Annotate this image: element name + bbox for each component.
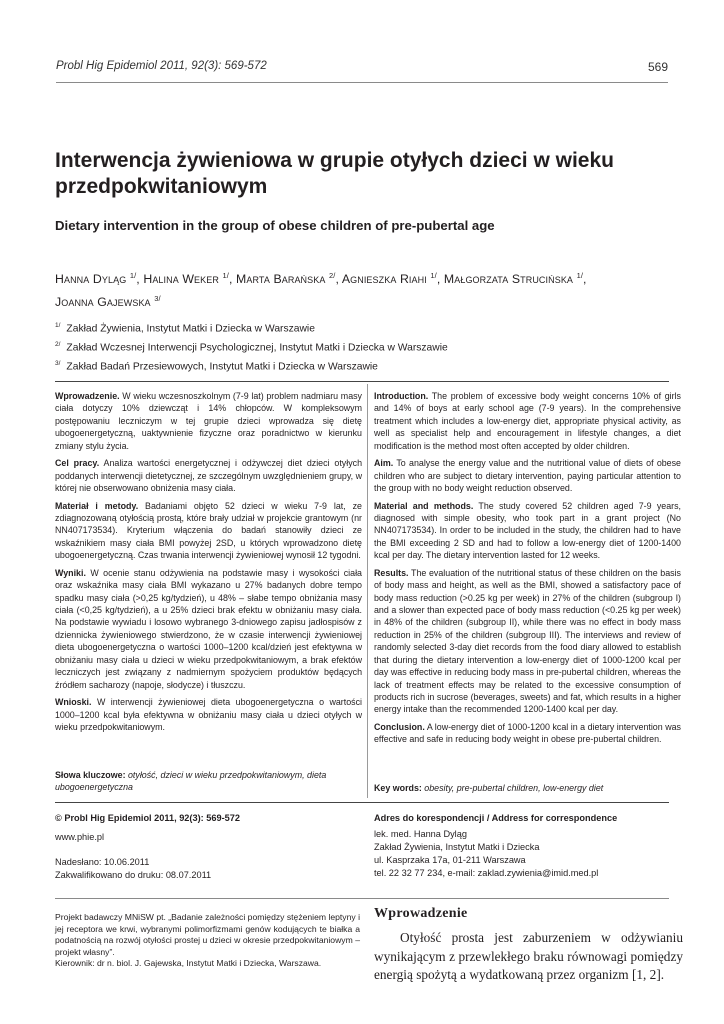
journal-citation: Probl Hig Epidemiol 2011, 92(3): 569-572 xyxy=(56,60,267,72)
article-title: Interwencja żywieniowa w grupie otyłych dzieci w wieku przedpokwitaniowym xyxy=(55,149,614,198)
abstract-section: Material and methods. The study covered 52 children aged 7-9 years, diagnosed with simple obesity, who took part in a grant project (No NN407173534). In order to be included in the study, the children had to have the BMI exceeding 2 SD and had to follow a low-energy diet of 1200-1400 kcal per day. The dietary intervention lasted for 12 weeks. xyxy=(374,500,681,561)
article-subtitle: Dietary intervention in the group of obese children of pre-pubertal age xyxy=(55,218,495,233)
abstract-section: Results. The evaluation of the nutritional status of these children on the basis of body mass and height, as well as the BMI, showed a satisfactory pace of body mass reduction (>0.25 kg per week) in 27% of the children (subgroup I) and a slower than expected pace of body mass reduction (<0.25 kg per week) in 48% of the children (subgroup II), while there was no effect in body mass reduction in 25% of the children (subgroup III). The interviews and review of randomly selected 3-day diet records from the food diary allowed to establish that during the dietary intervention a low-energy diet of 1000-1200 kcal per day was effective in reducing body mass in pre-pubertal children, whereas the lack of treatment effects may be related to the excessive consumption of products rich in sucrose (beverages, sweets) and fat, which results in a higher energy intake than the recommended 1200-1400 kcal per day. xyxy=(374,567,681,715)
correspondence-line: ul. Kasprzaka 17a, 01-211 Warszawa xyxy=(374,855,526,865)
abstract-section: Aim. To analyse the energy value and the nutritional value of diets of obese children who are subject to dietary intervention, paying particular attention to the group with no body weight reduction observed. xyxy=(374,458,681,494)
page-number: 569 xyxy=(647,60,668,74)
author: Małgorzata Strucińska $^{1/}$ xyxy=(443,271,584,287)
header-rule xyxy=(56,82,668,83)
abstract-bottom-rule xyxy=(55,802,669,803)
keywords-polish: Słowa kluczowe: otyłość, dzieci w wieku przedpokwitaniowym, dieta ubogoenergetyczna xyxy=(55,770,327,793)
running-header xyxy=(56,60,668,78)
footer-rule xyxy=(55,898,669,899)
abstract-section: Introduction. The problem of excessive body weight concerns 10% of girls and 14% of boys at early school age (7-9 years). In the comprehensive treatment which includes a low-energy diet, appropriate physical activity, as well as specialist help and encouragement in lifestyle changes, a diet modification is the method most often accepted by older children. xyxy=(374,391,681,451)
abstract-english xyxy=(374,390,681,751)
abstract-section: Conclusion. A low-energy diet of 1000-1200 kcal in a dietary intervention was effective and safe in reducing body weight in obese pre-pubertal children. xyxy=(374,721,681,745)
author: Marta Barańska $^{2/}$ xyxy=(236,271,336,287)
abstract-top-rule xyxy=(55,381,669,382)
author: Joanna Gajewska $^{3/}$ xyxy=(55,294,161,310)
abstract-section: Cel pracy. Analiza wartości energetycznej i odżywczej diet dzieci otyłych poddanych interwencji dietetycznej, ze szczególnym uwzględnieniem grupy, w której nie obserwowano obniżenia masy ciała. xyxy=(55,458,363,494)
affiliation: $^{1/}$ Zakład Żywienia, Instytut Matki i Dziecka w Warszawie xyxy=(55,322,315,335)
abstract-polish xyxy=(55,390,362,739)
column-divider xyxy=(367,384,368,798)
abstract-section: Wyniki. W ocenie stanu odżywienia na podstawie masy i wysokości ciała oraz wskaźnika masy ciała BMI wykazano u 27% badanych dobre tempo spadku masy ciała (>0,25 kg/tydzień), u 48% – słabe tempo obniżania masy ciała (<0,25 kg/tydzień), a u 25% dzieci brak efektu w obniżaniu masy ciała. Na podstawie wywiadu i losowo wybranego 3-dniowego zapisu jadłospisów z dziennicka żywieniowego stwierdzono, że w czasie interwencji żywieniowej dieta ubogoenergetyczna o wartości 1000–1200 kcal/dzień jest efektywna w obniżaniu masy ciała u dzieci w wieku przedpokwitaniowym, a brak efektów leczniczych jest związany z nadmiernym spożyciem produktów będących źródłem sacharozy (napoje, słodycze) i tłuszczu. xyxy=(55,567,362,690)
keywords-english: Key words: obesity, pre-pubertal children, low-energy diet xyxy=(374,783,604,793)
abstract-section: Wnioski. W interwencji żywieniowej dieta ubogoenergetyczna o wartości 1000–1200 kcal była efektywna w obniżaniu masy ciała u dzieci otyłych w wieku przedpokwitaniowym. xyxy=(55,697,362,732)
author: Agnieszka Riahi $^{1/}$ xyxy=(341,271,437,287)
publication-info xyxy=(55,812,355,882)
supervisor-note: Kierownik: dr n. biol. J. Gajewska, Instytut Matki i Dziecka, Warszawa. xyxy=(55,958,322,969)
abstract-section: Wprowadzenie. W wieku wczesnoszkolnym (7-9 lat) problem nadmiaru masy ciała dotyczy 10% dziewcząt i 14% chłopców. W kompleksowym postępowaniu leczniczym w tej grupie dzieci wprowadza się dietę ubogoenergetyczną, uaktywnienie fizyczne oraz poradnictwo w kierunku zmiany stylu życia. xyxy=(55,391,362,451)
body-paragraph: Otyłość prosta jest zaburzeniem w odżywianiu wynikającym z przewlekłego braku równowagi pomiędzy energią spożytą a wydatkowaną przez organizm [1, 2]. xyxy=(374,930,683,982)
accepted-date: Zakwalifikowano do druku: 08.07.2011 xyxy=(55,870,212,880)
affiliation-list xyxy=(55,318,615,375)
author: Hanna Dyląg $^{1/}$ xyxy=(55,271,137,287)
correspondence-line: lek. med. Hanna Dyląg xyxy=(374,829,467,839)
copyright-citation: © Probl Hig Epidemiol 2011, 92(3): 569-572 xyxy=(55,813,240,823)
author: Halina Weker $^{1/}$ xyxy=(143,271,229,287)
correspondence-line: Zakład Żywienia, Instytut Matki i Dziecka xyxy=(374,842,540,852)
section-heading: Wprowadzenie xyxy=(374,906,468,921)
received-date: Nadesłano: 10.06.2011 xyxy=(55,857,150,867)
correspondence-block xyxy=(374,812,684,880)
abstract-section: Materiał i metody. Badaniami objęto 52 dzieci w wieku 7-9 lat, ze zdiagnozowaną otyłością prostą, które brały udział w projekcie grantowym (nr NN407173534). Kryterium włączenia do badań stanowiły dzieci ze wskaźnikiem masy ciała BMI powyżej 2SD, u których wprowadzono dietę ubogoenergetyczną. Czas trwania interwencji żywieniowej wynosił 12 tygodni. xyxy=(55,500,362,561)
author-list: Hanna Dyląg $^{1/}$, Halina Weker $^{1/}$, Marta Barańska $^{2/}$, Agnieszka Riahi $^{1/}$, Małgorzata Strucińska $^{1/}$, Joanna Gajewska $^{3/}$ xyxy=(55,271,587,310)
correspondence-line: tel. 22 32 77 234, e-mail: zaklad.zywienia@imid.med.pl xyxy=(374,868,599,878)
funding-footnote xyxy=(55,912,360,970)
project-note: Projekt badawczy MNiSW pt. „Badanie zależności pomiędzy stężeniem leptyny i jej receptora we krwi, wybranymi polimorfizmami genów kodujących te białka a podatnością na rozwój otyłości prostej u dzieci w okresie przedpokwitaniowym – projekt własny”. xyxy=(55,912,360,957)
affiliation: $^{2/}$ Zakład Wczesnej Interwencji Psychologicznej, Instytut Matki i Dziecka w Warszawie xyxy=(55,340,448,354)
affiliation: $^{3/}$ Zakład Badań Przesiewowych, Instytut Matki i Dziecka w Warszawie xyxy=(55,359,378,373)
website-link[interactable]: www.phie.pl xyxy=(55,832,105,842)
correspondence-heading: Adres do korespondencji / Address for correspondence xyxy=(374,813,618,823)
